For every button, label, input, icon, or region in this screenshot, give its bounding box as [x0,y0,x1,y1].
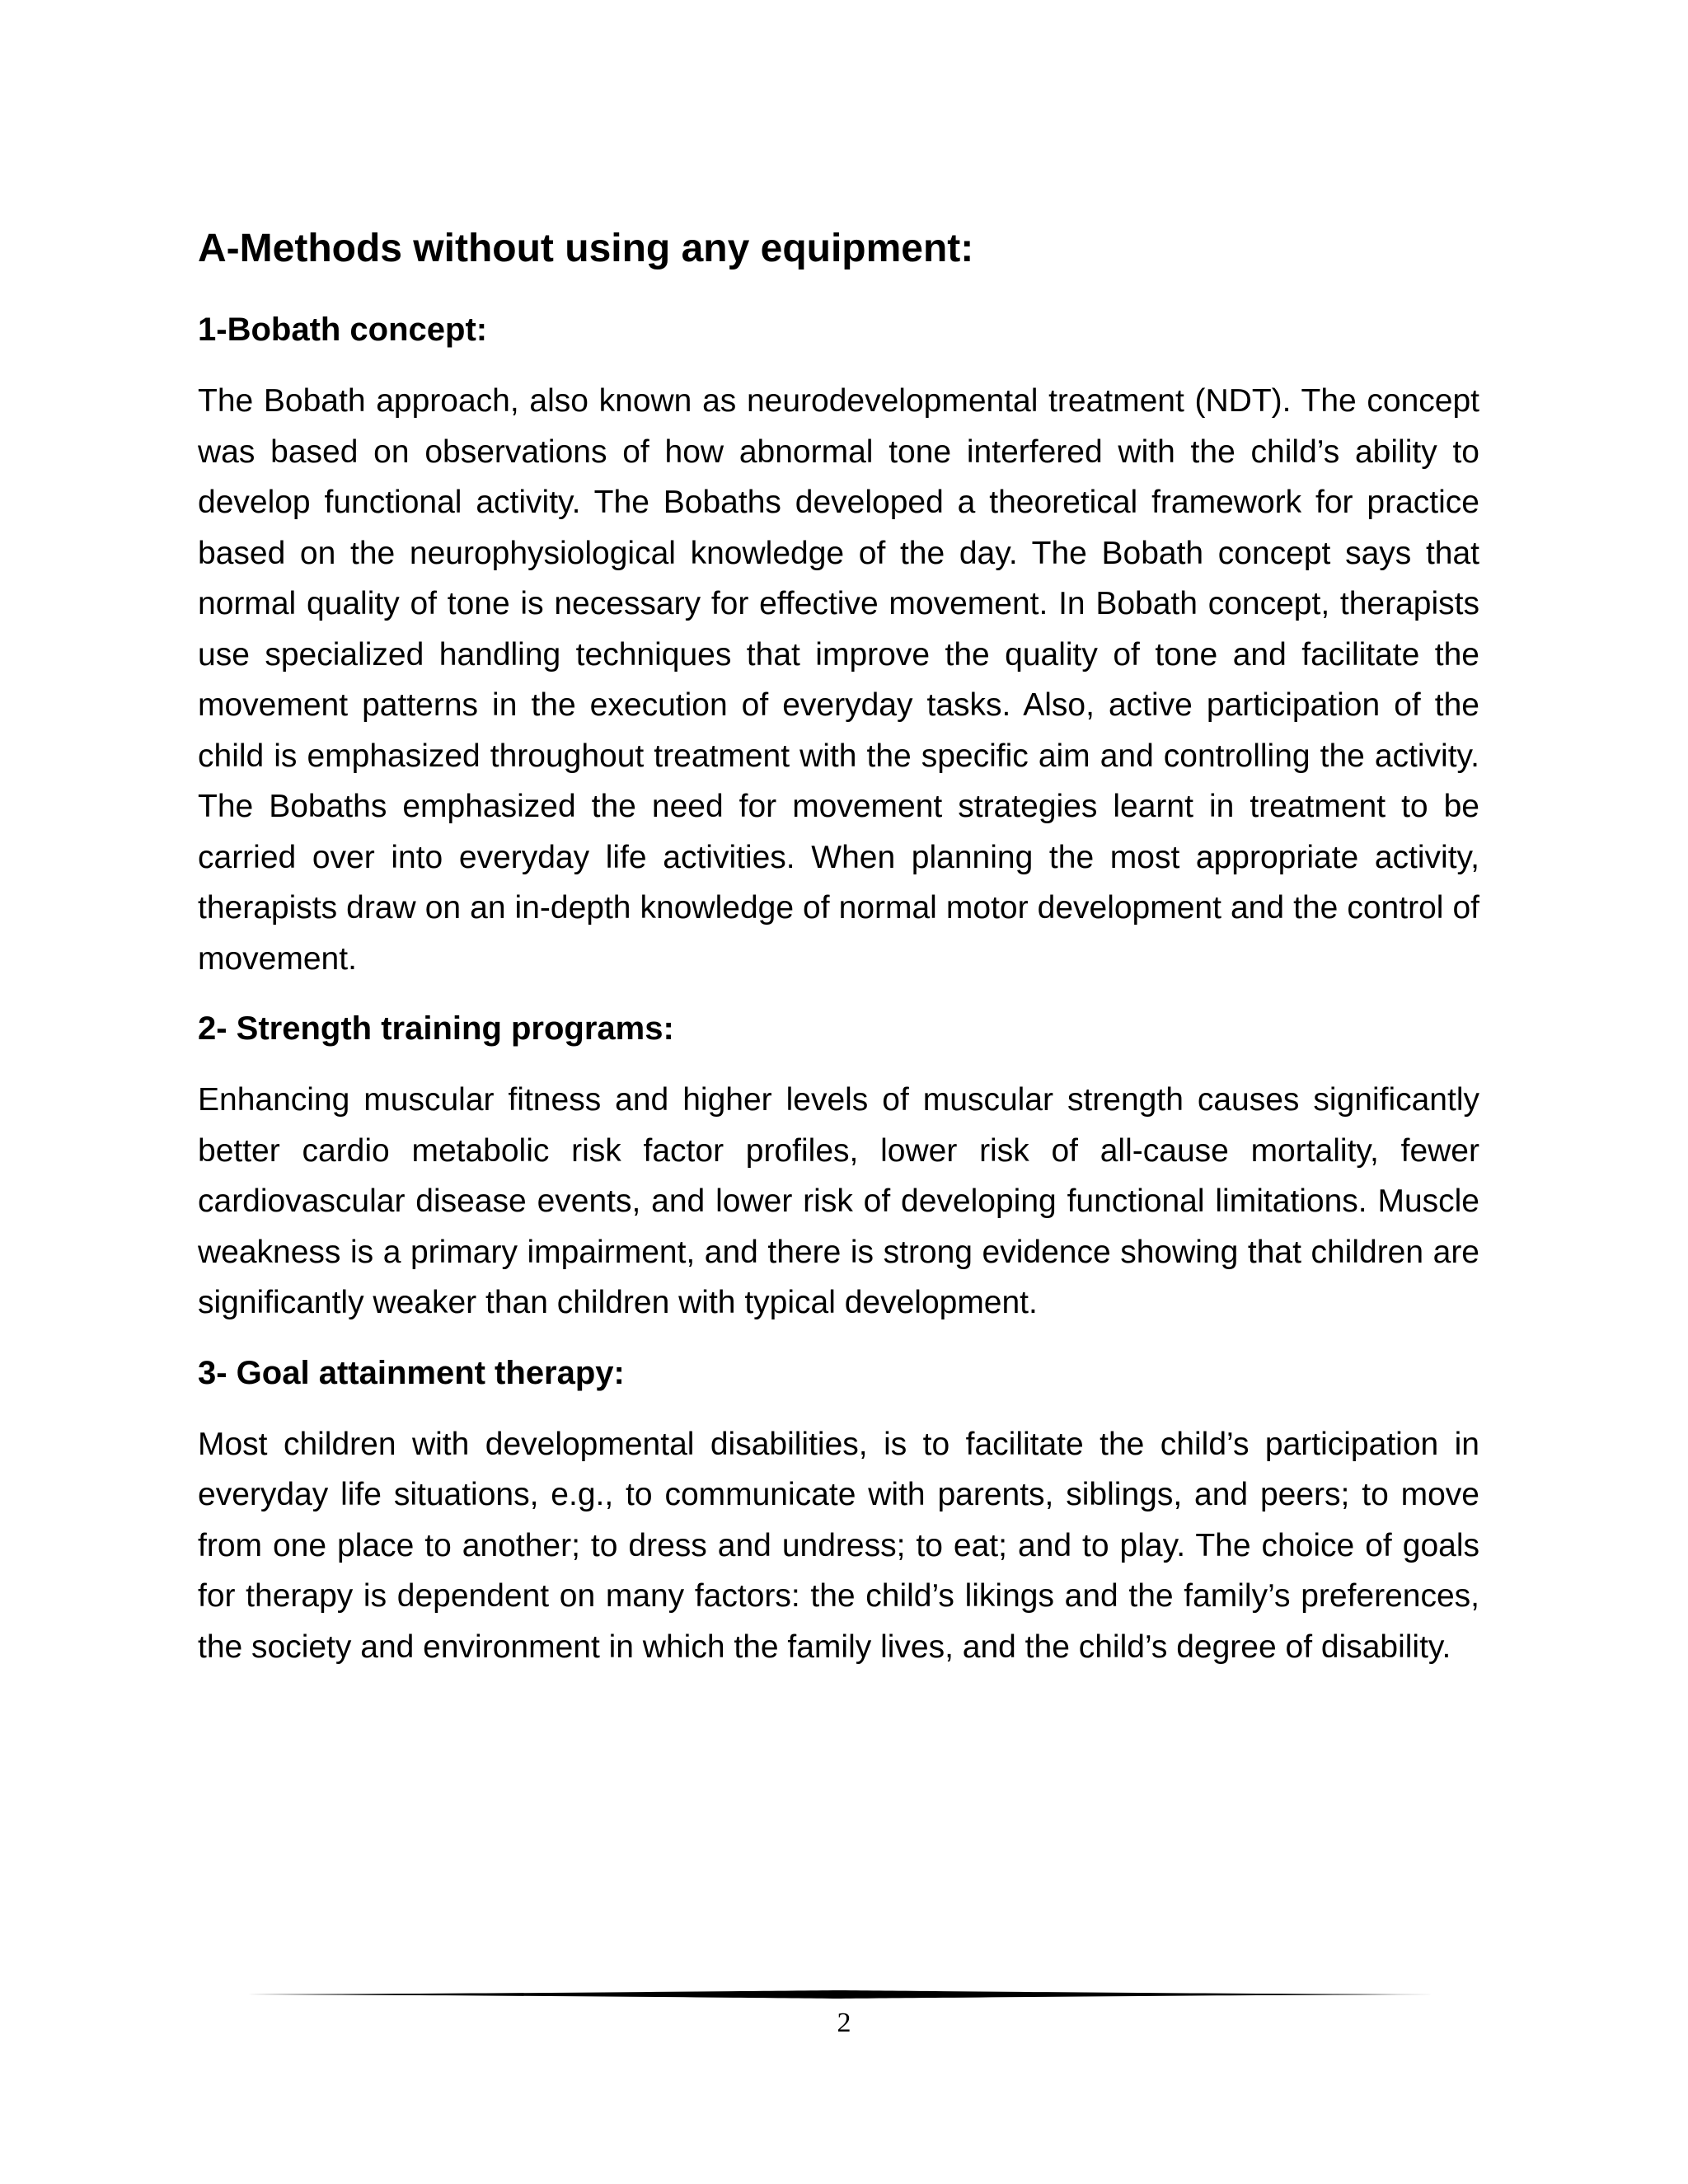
section-heading-bobath: 1-Bobath concept: [198,312,488,348]
footer-divider [247,1988,1434,2001]
section-paragraph-strength: Enhancing muscular fitness and higher levels of muscular strength causes significantly better cardio metabolic risk factor profiles, lower risk of all-cause mortality, fewer cardiovascular disease events, and lower risk of developing functional limitations. Muscle weakness is a primary impairment, and there is strong evidence showing that children are significantly weaker than children with typical development. [198,1082,1479,1320]
main-heading: A-Methods without using any equipment: [198,227,974,270]
footer-divider-shape [247,1990,1434,1999]
page-content [198,223,1479,1694]
page-number: 2 [837,2008,851,2038]
section-heading-goal: 3- Goal attainment therapy: [198,1354,625,1391]
section-paragraph-bobath: The Bobath approach, also known as neurodevelopmental treatment (NDT). The concept was based on observations of how abnormal tone interfered with the child’s ability to develop functional activity. The Bobaths developed a theoretical framework for practice based on the neurophysiological knowledge of the day. The Bobath concept says that normal quality of tone is necessary for effective movement. In Bobath concept, therapists use specialized handling techniques that improve the quality of tone and facilitate the movement patterns in the execution of everyday tasks. Also, active participation of the child is emphasized throughout treatment with the specific aim and controlling the activity. The Bobaths emphasized the need for movement strategies learnt in treatment to be carried over into everyday life activities. When planning the most appropriate activity, therapists draw on an in-depth knowledge of normal motor development and the control of movement. [198,383,1479,977]
section-paragraph-goal: Most children with developmental disabilities, is to facilitate the child’s participation in everyday life situations, e.g., to communicate with parents, siblings, and peers; to move from one place to another; to dress and undress; to eat; and to play. The choice of goals for therapy is dependent on many factors: the child’s likings and the family’s preferences, the society and environment in which the family lives, and the child’s degree of disability. [198,1426,1479,1665]
section-heading-strength: 2- Strength training programs: [198,1010,674,1047]
